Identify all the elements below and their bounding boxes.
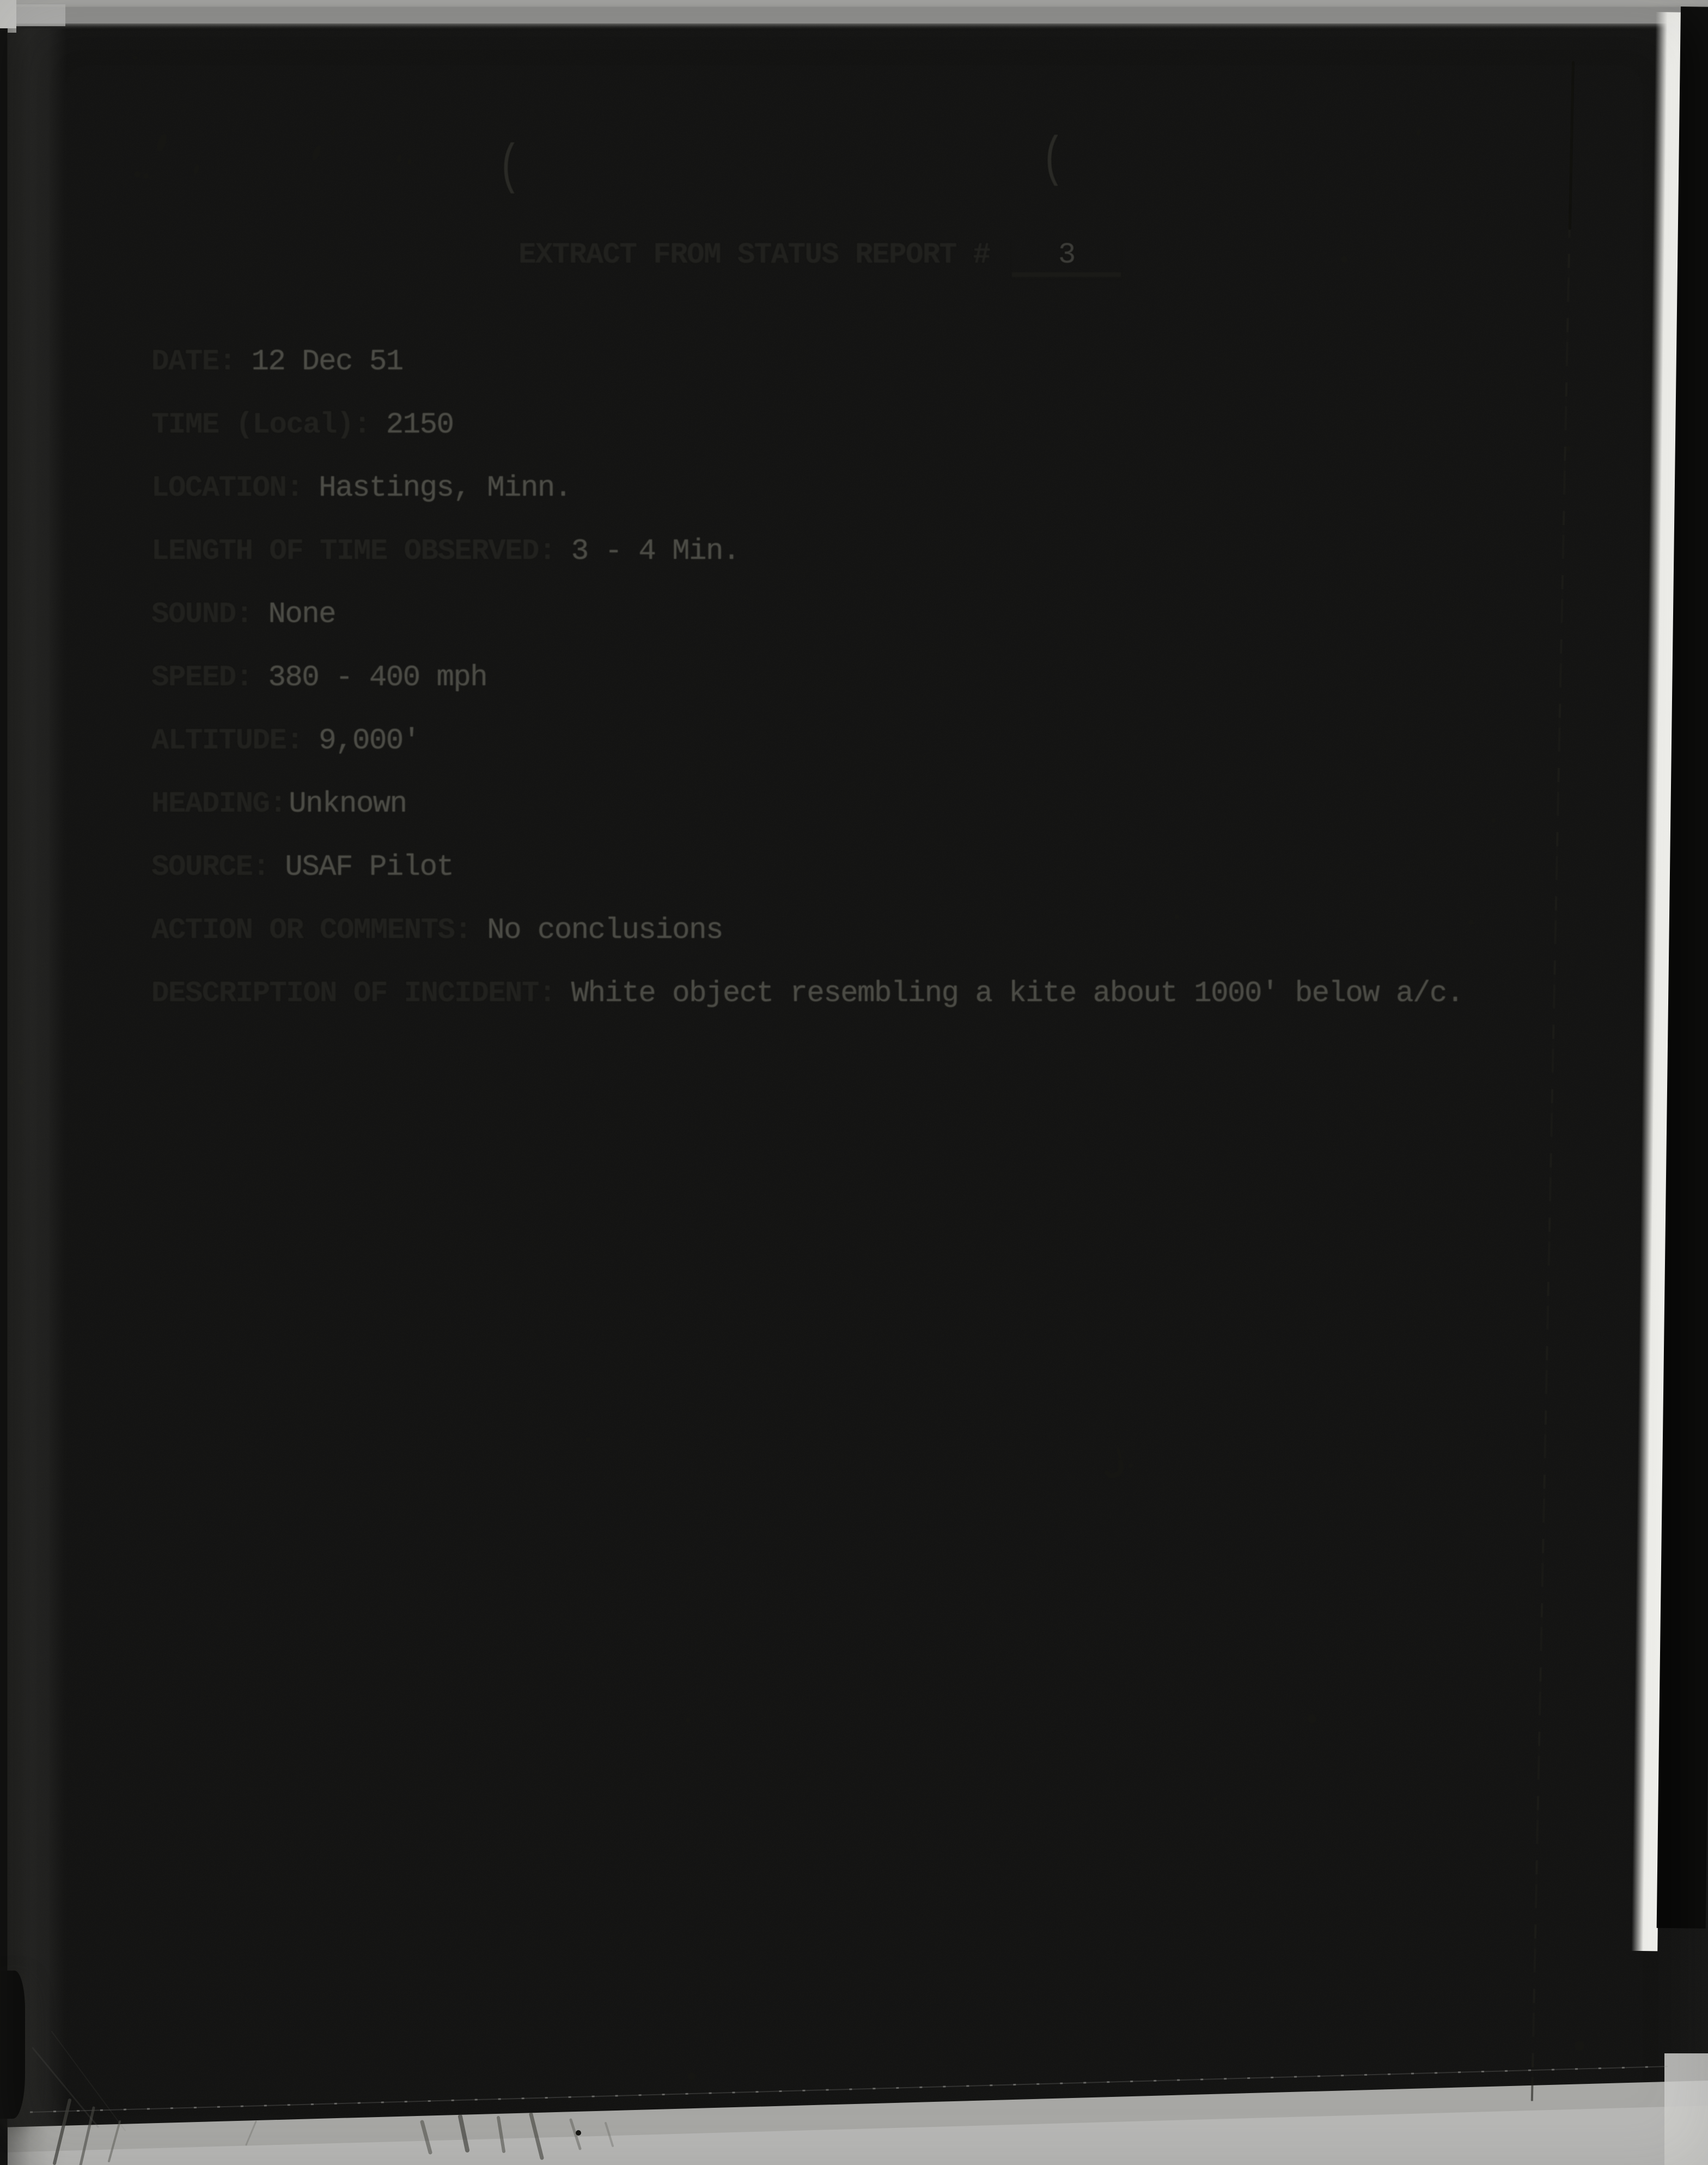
report-field-row	[151, 535, 740, 568]
scan-left-bottom-blob	[0, 1971, 25, 2119]
report-title	[518, 239, 1121, 277]
scanner-top-strip	[0, 0, 1708, 7]
scan-left-corner	[0, 0, 16, 33]
field-label: ACTION OR COMMENTS:	[151, 914, 472, 947]
field-label: LOCATION:	[151, 472, 303, 505]
scanner-top-band	[0, 7, 1708, 23]
field-label: SPEED:	[151, 661, 253, 694]
field-value: 12 Dec 51	[251, 345, 403, 379]
field-value: None	[268, 598, 336, 631]
field-label: TIME (Local):	[151, 408, 370, 442]
field-label: LENGTH OF TIME OBSERVED:	[151, 535, 556, 568]
report-field-row	[151, 977, 1463, 1010]
field-value: 3 - 4 Min.	[571, 535, 740, 568]
field-label: SOURCE:	[151, 851, 270, 884]
field-value: Unknown	[289, 788, 407, 821]
field-value: No conclusions	[487, 914, 723, 947]
report-field-row	[151, 851, 453, 883]
scan-left-shadow	[7, 28, 67, 2165]
field-value: USAF Pilot	[285, 851, 454, 884]
field-label: ALTITUDE:	[151, 724, 303, 758]
report-field-row	[151, 345, 403, 378]
field-label: SOUND:	[151, 598, 253, 631]
report-field-row	[151, 598, 335, 631]
report-field-row	[151, 408, 453, 441]
scan-left-edge	[0, 28, 8, 2165]
report-field-row	[151, 661, 487, 694]
field-value: 2150	[386, 408, 454, 442]
field-value: 9,000'	[319, 724, 420, 758]
field-value: White object resembling a kite about 1000' below a/c.	[571, 977, 1463, 1010]
field-label: DATE:	[151, 345, 236, 379]
report-field-row	[151, 724, 420, 757]
report-field-row	[151, 472, 571, 504]
field-label: HEADING:	[151, 788, 286, 821]
report-field-row	[151, 788, 407, 820]
report-field-row	[151, 914, 723, 947]
report-number: 3	[1058, 239, 1075, 272]
report-title-text: EXTRACT FROM STATUS REPORT #	[518, 239, 990, 272]
report-number-blank	[1012, 240, 1121, 277]
stray-paren-mark-right: (	[1041, 130, 1065, 191]
field-value: 380 - 400 mph	[268, 661, 487, 694]
stray-paren-mark-left: (	[498, 137, 521, 199]
field-value: Hastings, Minn.	[319, 472, 571, 505]
field-label: DESCRIPTION OF INCIDENT:	[151, 977, 556, 1010]
